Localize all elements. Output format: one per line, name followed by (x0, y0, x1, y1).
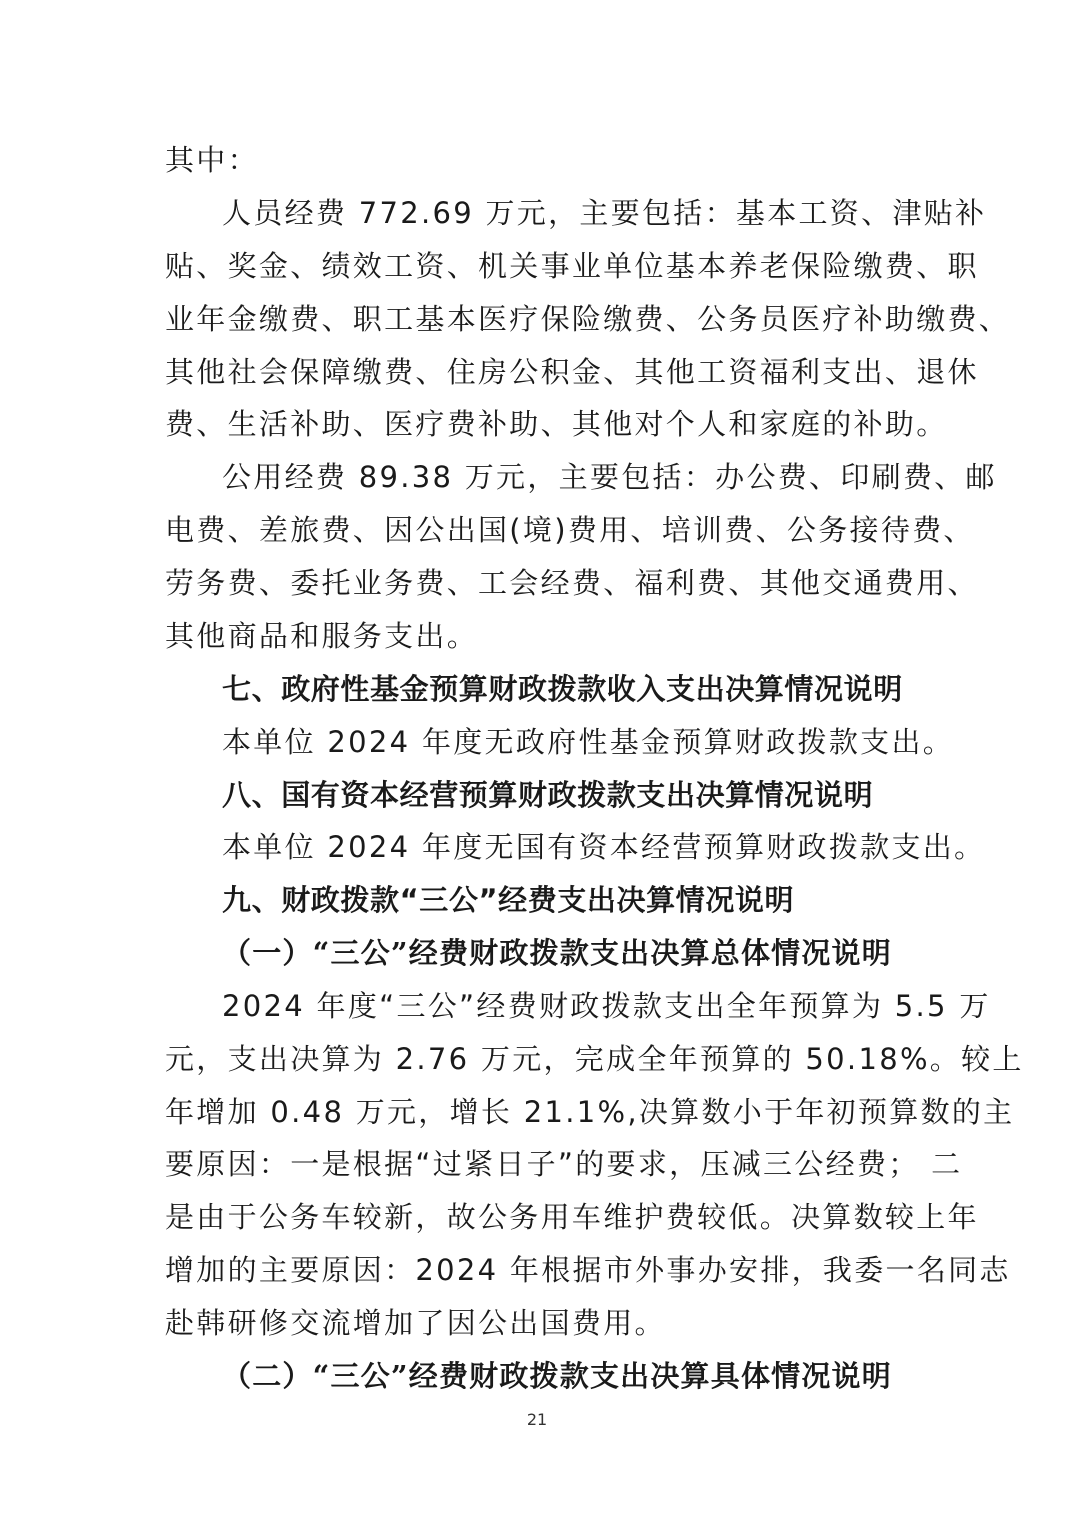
paragraph-overall-line-4: 要原因：一是根据“过紧日子”的要求，压减三公经费； 二 (165, 1147, 963, 1181)
section-heading-8: 八、国有资本经营预算财政拨款支出决算情况说明 (222, 778, 874, 812)
paragraph-public-line-4: 其他商品和服务支出。 (165, 619, 479, 653)
section-heading-9: 九、财政拨款“三公”经费支出决算情况说明 (222, 883, 795, 917)
paragraph-overall-line-2: 元，支出决算为 2.76 万元，完成全年预算的 50.18%。较上 (165, 1042, 1024, 1076)
paragraph-overall-line-6: 增加的主要原因：2024 年根据市外事办安排，我委一名同志 (165, 1253, 1011, 1287)
paragraph-public-line-3: 劳务费、委托业务费、工会经费、福利费、其他交通费用、 (165, 566, 979, 600)
page-number: 21 (526, 1410, 548, 1429)
section-7-body: 本单位 2024 年度无政府性基金预算财政拨款支出。 (222, 725, 955, 759)
subsection-heading-2: （二）“三公”经费财政拨款支出决算具体情况说明 (222, 1359, 892, 1393)
paragraph-overall-line-5: 是由于公务车较新，故公务用车维护费较低。决算数较上年 (165, 1200, 979, 1234)
subsection-heading-1: （一）“三公”经费财政拨款支出决算总体情况说明 (222, 936, 892, 970)
paragraph-overall-line-7: 赴韩研修交流增加了因公出国费用。 (165, 1306, 666, 1340)
paragraph-overall-line-3: 年增加 0.48 万元，增长 21.1%,决算数小于年初预算数的主 (165, 1095, 1015, 1129)
paragraph-personnel-line-5: 费、生活补助、医疗费补助、其他对个人和家庭的补助。 (165, 407, 948, 441)
paragraph-personnel-line-3: 业年金缴费、职工基本医疗保险缴费、公务员医疗补助缴费、 (165, 302, 1011, 336)
paragraph-personnel-line-4: 其他社会保障缴费、住房公积金、其他工资福利支出、退休 (165, 355, 979, 389)
section-heading-7: 七、政府性基金预算财政拨款收入支出决算情况说明 (222, 672, 903, 706)
paragraph-personnel-line-1: 人员经费 772.69 万元，主要包括：基本工资、津贴补 (222, 196, 987, 230)
paragraph-personnel-line-2: 贴、奖金、绩效工资、机关事业单位基本养老保险缴费、职 (165, 249, 979, 283)
paragraph-public-line-2: 电费、差旅费、因公出国(境)费用、培训费、公务接待费、 (165, 513, 975, 547)
paragraph-public-line-1: 公用经费 89.38 万元，主要包括：办公费、印刷费、邮 (222, 460, 997, 494)
text-line-intro: 其中： (165, 143, 259, 177)
section-8-body: 本单位 2024 年度无国有资本经营预算财政拨款支出。 (222, 830, 986, 864)
paragraph-overall-line-1: 2024 年度“三公”经费财政拨款支出全年预算为 5.5 万 (222, 989, 991, 1023)
